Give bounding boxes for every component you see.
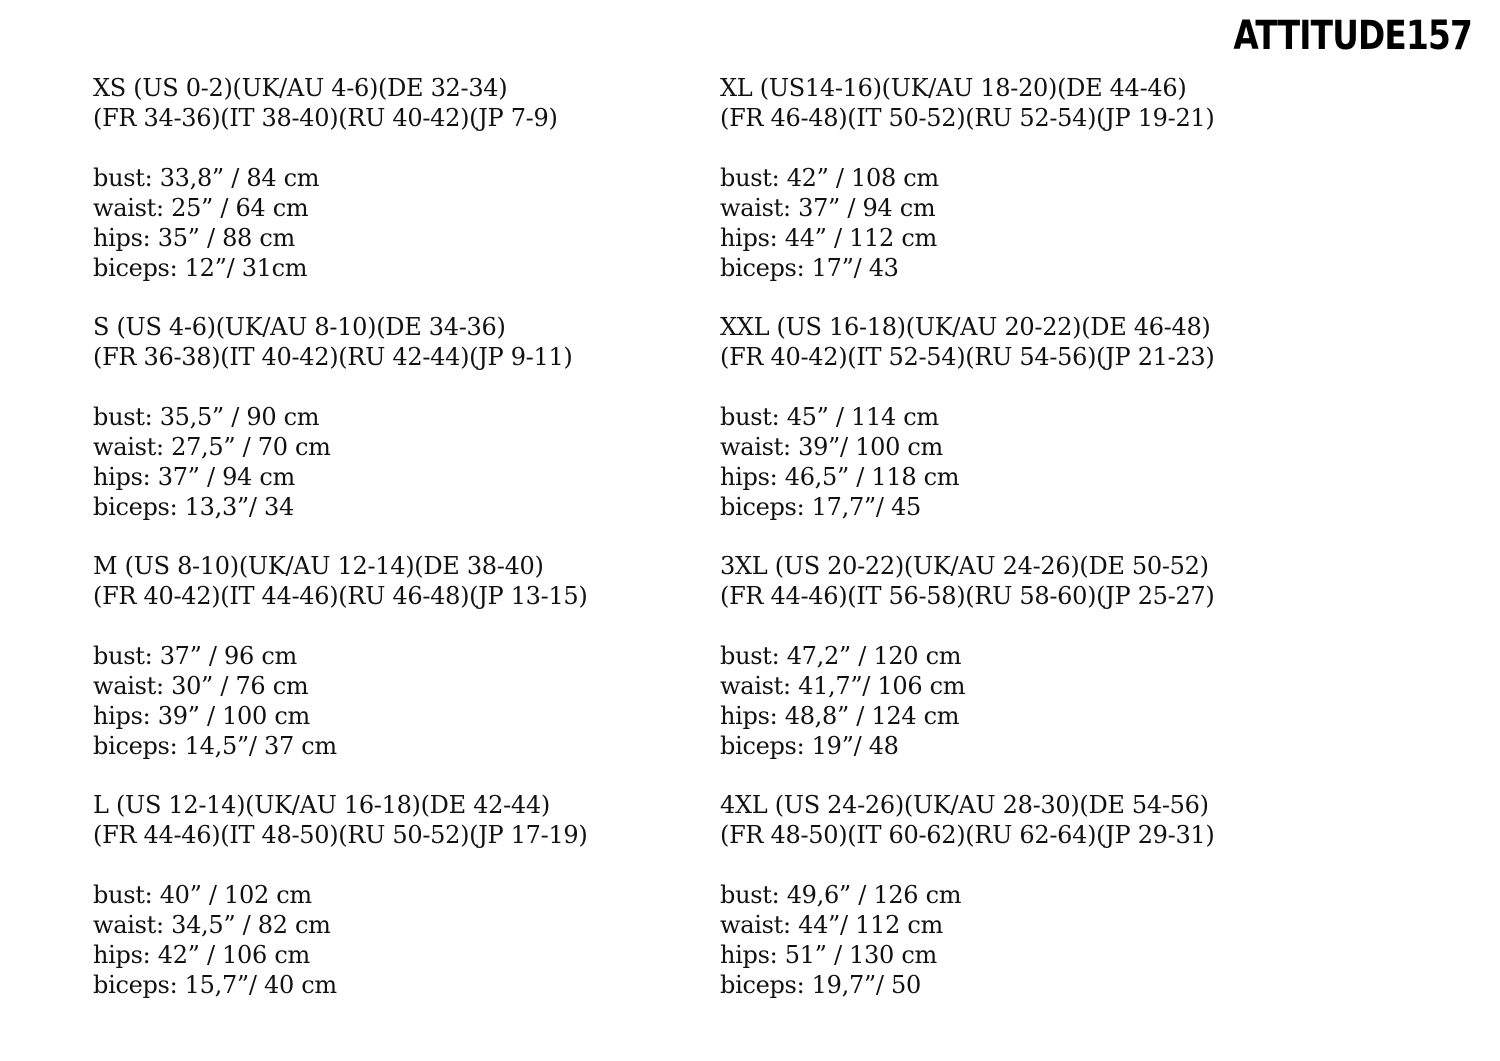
biceps-measurement: biceps: 13,3”/ 34 [93,493,294,521]
hips-measurement: hips: 46,5” / 118 cm [720,463,960,491]
size-block-m [93,551,693,790]
bust-measurement: bust: 49,6” / 126 cm [720,881,962,909]
hips-measurement: hips: 35” / 88 cm [93,224,295,252]
size-heading: 3XL (US 20-22)(UK/AU 24-26)(DE 50-52) [720,552,1209,580]
waist-measurement: waist: 25” / 64 cm [93,194,309,222]
bust-measurement: bust: 45” / 114 cm [720,403,939,431]
bust-measurement: bust: 42” / 108 cm [720,164,939,192]
size-block-4xl [720,790,1340,1029]
hips-measurement: hips: 37” / 94 cm [93,463,295,491]
biceps-measurement: biceps: 15,7”/ 40 cm [93,971,337,999]
waist-measurement: waist: 41,7”/ 106 cm [720,672,966,700]
size-block-s [93,312,693,551]
waist-measurement: waist: 37” / 94 cm [720,194,936,222]
size-block-3xl [720,551,1340,790]
size-column-left [93,73,693,1029]
size-heading: XXL (US 16-18)(UK/AU 20-22)(DE 46-48) [720,313,1211,341]
size-heading-international: (FR 44-46)(IT 48-50)(RU 50-52)(JP 17-19) [93,821,588,849]
size-block-xl [720,73,1340,312]
size-heading-international: (FR 44-46)(IT 56-58)(RU 58-60)(JP 25-27) [720,582,1215,610]
biceps-measurement: biceps: 14,5”/ 37 cm [93,732,337,760]
size-heading-international: (FR 40-42)(IT 44-46)(RU 46-48)(JP 13-15) [93,582,588,610]
waist-measurement: waist: 39”/ 100 cm [720,433,943,461]
waist-measurement: waist: 44”/ 112 cm [720,911,943,939]
biceps-measurement: biceps: 17,7”/ 45 [720,493,921,521]
size-heading-international: (FR 48-50)(IT 60-62)(RU 62-64)(JP 29-31) [720,821,1215,849]
size-heading: S (US 4-6)(UK/AU 8-10)(DE 34-36) [93,313,506,341]
size-block-l [93,790,693,1029]
size-heading: M (US 8-10)(UK/AU 12-14)(DE 38-40) [93,552,544,580]
size-heading-international: (FR 40-42)(IT 52-54)(RU 54-56)(JP 21-23) [720,343,1215,371]
size-heading: L (US 12-14)(UK/AU 16-18)(DE 42-44) [93,791,550,819]
bust-measurement: bust: 47,2” / 120 cm [720,642,962,670]
size-heading-international: (FR 46-48)(IT 50-52)(RU 52-54)(JP 19-21) [720,104,1215,132]
size-block-xxl [720,312,1340,551]
size-heading: XL (US14-16)(UK/AU 18-20)(DE 44-46) [720,74,1187,102]
bust-measurement: bust: 33,8” / 84 cm [93,164,320,192]
waist-measurement: waist: 34,5” / 82 cm [93,911,331,939]
size-heading: 4XL (US 24-26)(UK/AU 28-30)(DE 54-56) [720,791,1209,819]
bust-measurement: bust: 35,5” / 90 cm [93,403,320,431]
biceps-measurement: biceps: 19,7”/ 50 [720,971,921,999]
size-column-right [720,73,1340,1029]
hips-measurement: hips: 42” / 106 cm [93,941,310,969]
waist-measurement: waist: 30” / 76 cm [93,672,309,700]
size-heading-international: (FR 34-36)(IT 38-40)(RU 40-42)(JP 7-9) [93,104,558,132]
hips-measurement: hips: 51” / 130 cm [720,941,937,969]
size-heading-international: (FR 36-38)(IT 40-42)(RU 42-44)(JP 9-11) [93,343,573,371]
bust-measurement: bust: 40” / 102 cm [93,881,312,909]
brand-logo: ATTITUDE157 [1233,13,1472,59]
hips-measurement: hips: 39” / 100 cm [93,702,310,730]
size-block-xs [93,73,693,312]
biceps-measurement: biceps: 12”/ 31cm [93,254,308,282]
hips-measurement: hips: 48,8” / 124 cm [720,702,960,730]
hips-measurement: hips: 44” / 112 cm [720,224,937,252]
size-heading: XS (US 0-2)(UK/AU 4-6)(DE 32-34) [93,74,508,102]
bust-measurement: bust: 37” / 96 cm [93,642,297,670]
biceps-measurement: biceps: 19”/ 48 [720,732,899,760]
biceps-measurement: biceps: 17”/ 43 [720,254,899,282]
waist-measurement: waist: 27,5” / 70 cm [93,433,331,461]
